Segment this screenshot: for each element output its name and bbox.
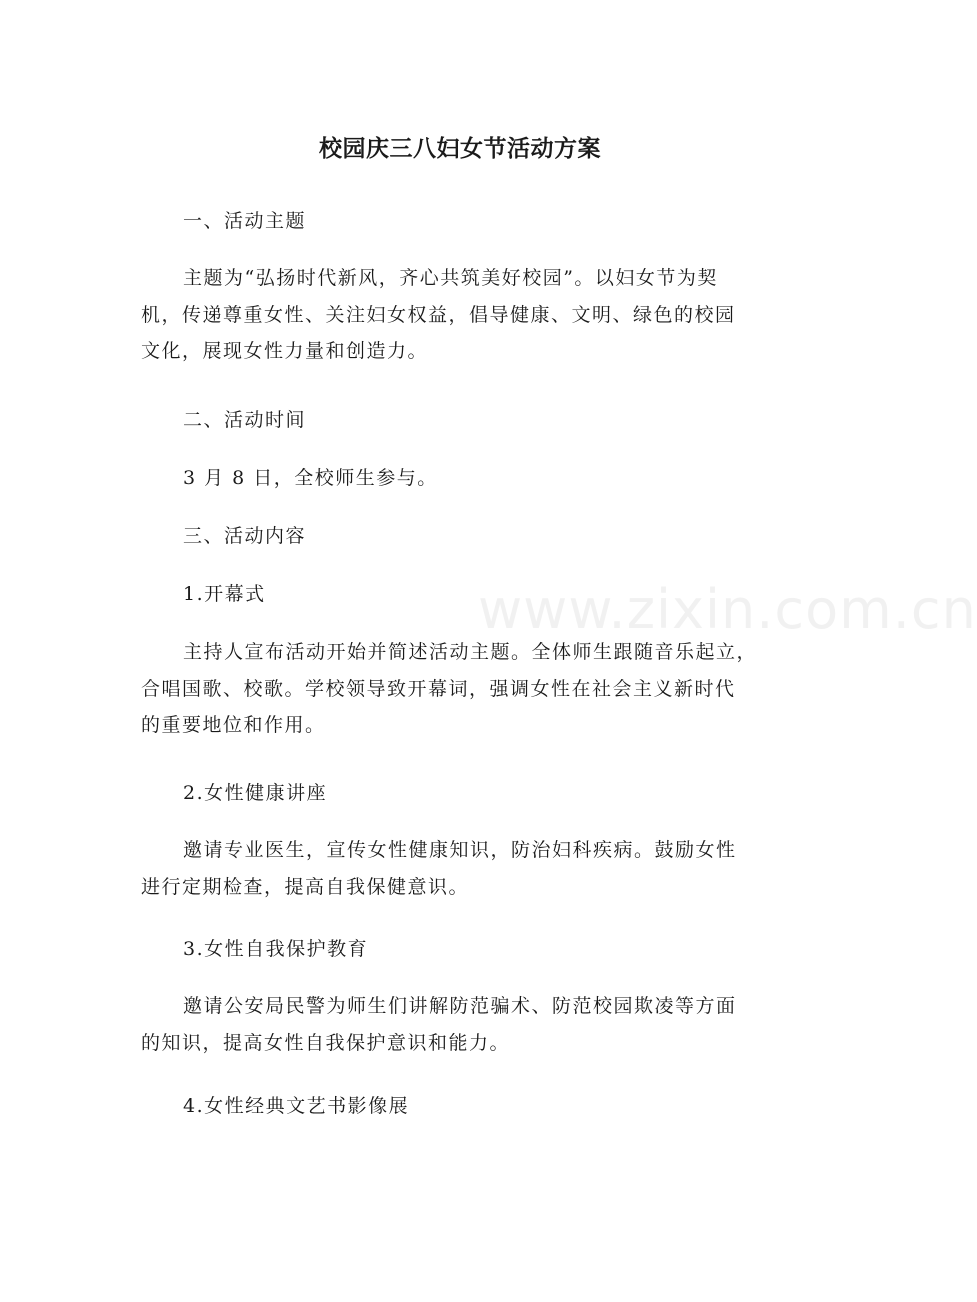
- section-heading-time: 二、活动时间: [183, 409, 307, 431]
- watermark: www.zixin.com.cn: [478, 578, 977, 641]
- paragraph-time: 3 月 8 日，全校师生参与。: [183, 467, 438, 489]
- paragraph-line: 主题为“弘扬时代新风，齐心共筑美好校园”。以妇女节为契: [183, 267, 718, 289]
- paragraph-line: 进行定期检查，提高自我保健意识。: [141, 875, 470, 898]
- paragraph-line: 邀请公安局民警为师生们讲解防范骗术、防范校园欺凌等方面: [183, 995, 737, 1017]
- paragraph-line: 文化，展现女性力量和创造力。: [141, 340, 429, 362]
- paragraph-line: 合唱国歌、校歌。学校领导致开幕词，强调女性在社会主义新时代: [141, 677, 736, 700]
- paragraph-line: 主持人宣布活动开始并简述活动主题。全体师生跟随音乐起立，: [183, 641, 758, 663]
- section-heading-theme: 一、活动主题: [183, 210, 307, 232]
- item-heading-exhibition: 4.女性经典文艺书影像展: [183, 1095, 410, 1117]
- paragraph-line: 机，传递尊重女性、关注妇女权益，倡导健康、文明、绿色的校园: [141, 303, 736, 326]
- page-title: 校园庆三八妇女节活动方案: [319, 136, 601, 162]
- section-heading-content: 三、活动内容: [183, 525, 307, 547]
- paragraph-health-lecture: [141, 832, 801, 905]
- paragraph-line: 的知识，提高女性自我保护意识和能力。: [141, 1031, 511, 1054]
- item-heading-opening: 1.开幕式: [183, 583, 266, 605]
- paragraph-theme: [141, 260, 801, 370]
- paragraph-self-protection: [141, 988, 801, 1061]
- item-heading-health-lecture: 2.女性健康讲座: [183, 782, 328, 804]
- paragraph-line: 邀请专业医生，宣传女性健康知识，防治妇科疾病。鼓励女性: [183, 839, 737, 861]
- paragraph-opening: [141, 634, 801, 744]
- item-heading-self-protection: 3.女性自我保护教育: [183, 938, 369, 960]
- paragraph-line: 的重要地位和作用。: [141, 714, 326, 736]
